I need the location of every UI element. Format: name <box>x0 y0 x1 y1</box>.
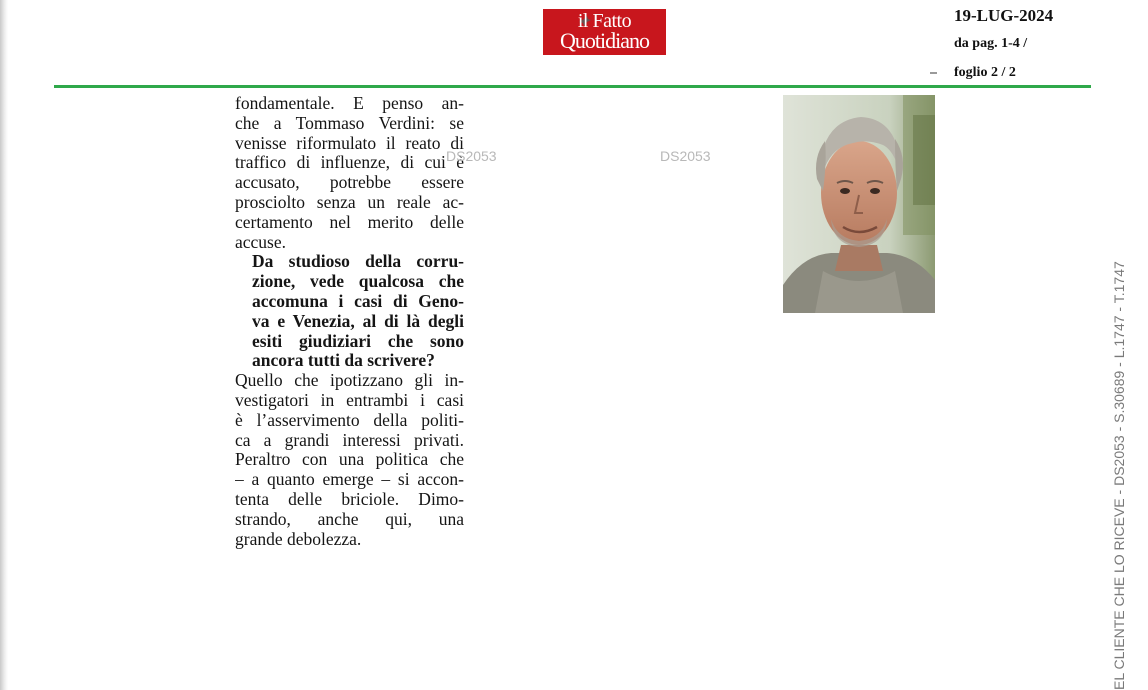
small-mark <box>930 72 937 74</box>
paragraph-2 <box>235 371 464 549</box>
header-divider <box>54 85 1091 88</box>
text-line: venisse riformulato il reato di <box>235 133 464 153</box>
text-line: vestigatori in entrambi i casi <box>235 390 464 410</box>
text-line: strando, anche qui, una <box>235 509 464 529</box>
text-line: certamento nel merito delle <box>235 212 464 232</box>
page-edge-shadow <box>0 0 8 690</box>
watermark-code: DS2053 <box>446 148 497 164</box>
watermark-code: DS2053 <box>660 148 711 164</box>
page-reference: da pag. 1-4 / <box>954 36 1028 51</box>
publication-date: 19-LUG-2024 <box>954 6 1054 25</box>
text-line: che a Tommaso Verdini: se <box>235 113 464 133</box>
sheet-reference: foglio 2 / 2 <box>954 65 1016 80</box>
question-line: va e Venezia, al di là degli <box>252 311 464 331</box>
article-column <box>235 94 464 549</box>
text-line: ca a grandi interessi privati. <box>235 430 464 450</box>
text-line: traffico di influenze, di cui è <box>235 153 464 173</box>
question-line: accomuna i casi di Geno- <box>252 291 464 311</box>
text-line: fondamentale. E penso an- <box>235 94 464 113</box>
question-line: ancora tutti da scrivere? <box>252 351 435 371</box>
text-line: è l’asservimento della politi- <box>235 410 464 430</box>
text-line: Quello che ipotizzano gli in- <box>235 371 464 391</box>
text-line: accusato, potrebbe essere <box>235 173 464 193</box>
portrait-illustration <box>783 95 935 313</box>
logo-line-2: Quotidiano <box>560 28 649 53</box>
text-line: Peraltro con una politica che <box>235 450 464 470</box>
portrait-photo <box>783 95 935 313</box>
side-distribution-notice: EL CLIENTE CHE LO RICEVE - DS2053 - S.30689 - L.1747 - T.1747 <box>1111 261 1127 690</box>
text-line: tenta delle briciole. Dimo- <box>235 489 464 509</box>
question-line: esiti giudiziari che sono <box>252 331 464 351</box>
text-line: prosciolto senza un reale ac- <box>235 192 464 212</box>
paragraph-1 <box>235 94 464 252</box>
newspaper-logo <box>543 9 666 55</box>
interview-question <box>235 252 464 371</box>
question-line: Da studioso della corru- <box>252 252 464 272</box>
text-line: grande debolezza. <box>235 529 362 549</box>
logo-line-1: il Fatto <box>577 10 632 32</box>
text-line: – a quanto emerge – si accon- <box>235 470 464 490</box>
text-line: accuse. <box>235 232 287 252</box>
question-line: zione, vede qualcosa che <box>252 272 464 292</box>
